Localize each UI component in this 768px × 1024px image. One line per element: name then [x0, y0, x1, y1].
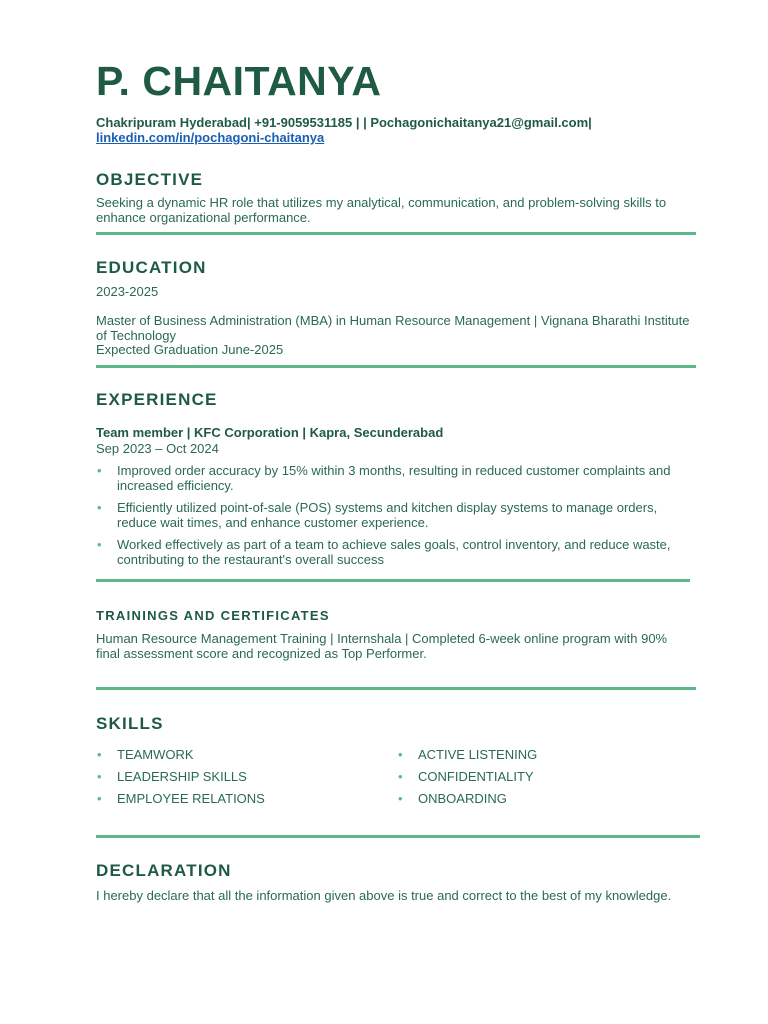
candidate-name: P. CHAITANYA — [96, 58, 382, 104]
section-divider — [96, 365, 696, 368]
list-item: • Improved order accuracy by 15% within 3 months, resulting in reduced customer complaints and increased efficiency. — [97, 463, 671, 493]
experience-bullets — [96, 463, 700, 567]
education-heading: EDUCATION — [96, 258, 207, 277]
list-item: • CONFIDENTIALITY — [398, 769, 534, 784]
list-item: • LEADERSHIP SKILLS — [97, 769, 247, 784]
experience-dates: Sep 2023 – Oct 2024 — [96, 441, 219, 456]
list-item: • ACTIVE LISTENING — [398, 747, 538, 762]
bullet-icon: • — [97, 769, 102, 784]
declaration-text: I hereby declare that all the information given above is true and correct to the best of my knowledge. — [96, 888, 672, 903]
bullet-icon: • — [97, 500, 102, 515]
declaration-heading: DECLARATION — [96, 861, 232, 880]
section-divider — [96, 835, 700, 838]
objective-heading: OBJECTIVE — [96, 170, 204, 189]
education-years: 2023-2025 — [96, 284, 159, 299]
skills-list-right — [397, 747, 537, 813]
skills-list-left — [96, 747, 265, 813]
bullet-icon: • — [97, 537, 102, 552]
skills-heading: SKILLS — [96, 714, 164, 733]
bullet-icon: • — [97, 791, 102, 806]
list-item: • EMPLOYEE RELATIONS — [97, 791, 265, 806]
contact-line: Chakripuram Hyderabad| +91-9059531185 | | Pochagonichaitanya21@gmail.com| — [96, 115, 592, 130]
list-item: • Efficiently utilized point-of-sale (POS) systems and kitchen display systems to manage orders, reduce wait times, and enhance customer experience. — [97, 500, 658, 530]
bullet-icon: • — [398, 791, 403, 806]
contact-info — [96, 115, 592, 145]
education-graduation: Expected Graduation June-2025 — [96, 342, 284, 357]
trainings-heading: TRAININGS AND CERTIFICATES — [96, 608, 330, 623]
bullet-icon: • — [398, 747, 403, 762]
objective-text: Seeking a dynamic HR role that utilizes my analytical, communication, and problem-solving skills to enhance organizational performance. — [96, 195, 667, 225]
section-divider — [96, 687, 696, 690]
list-item: • Worked effectively as part of a team to achieve sales goals, control inventory, and reduce waste, contributing to the restaurant's overall success — [97, 537, 671, 567]
education-degree: Master of Business Administration (MBA) in Human Resource Management | Vignana Bharathi Institute of Technology — [96, 313, 690, 343]
linkedin-link[interactable]: linkedin.com/in/pochagoni-chaitanya — [96, 130, 325, 145]
experience-heading: EXPERIENCE — [96, 390, 218, 409]
bullet-icon: • — [97, 463, 102, 478]
section-divider — [96, 232, 696, 235]
trainings-text: Human Resource Management Training | Internshala | Completed 6-week online program with 90% final assessment score and recognized as Top Performer. — [96, 631, 668, 661]
bullet-icon: • — [398, 769, 403, 784]
list-item: • TEAMWORK — [97, 747, 194, 762]
section-divider — [96, 579, 690, 582]
list-item: • ONBOARDING — [398, 791, 507, 806]
bullet-icon: • — [97, 747, 102, 762]
experience-role: Team member | KFC Corporation | Kapra, Secunderabad — [96, 425, 444, 440]
